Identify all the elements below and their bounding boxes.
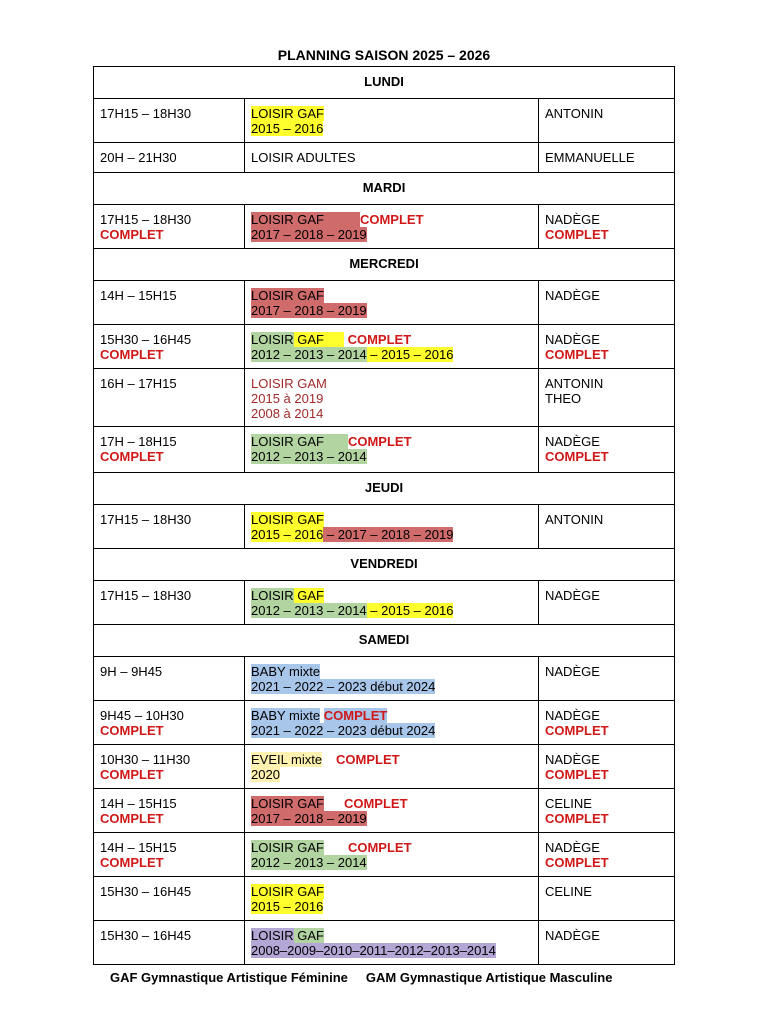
gam-legend: GAM Gymnastique Artistique Masculine	[365, 970, 613, 985]
time-cell	[94, 143, 245, 173]
years-text: 2015 à 2019	[251, 391, 324, 406]
time-cell	[94, 745, 245, 789]
table-row	[94, 789, 675, 833]
group-cell	[245, 921, 539, 965]
table-row	[94, 325, 675, 369]
coach-cell	[539, 505, 675, 549]
coach-cell	[539, 427, 675, 473]
years-text: 2015 – 2016	[251, 121, 324, 136]
table-row	[94, 921, 675, 965]
day-header-row	[94, 67, 675, 99]
coach-text: NADÈGE	[545, 840, 600, 855]
table-row	[94, 143, 675, 173]
time-text: 10H30 – 11H30	[100, 752, 191, 767]
day-header-mardi: MARDI	[94, 173, 675, 205]
coach-cell	[539, 325, 675, 369]
coach-text: NADÈGE	[545, 332, 600, 347]
time-cell	[94, 427, 245, 473]
years-text: – 2017 – 2018 – 2019	[323, 527, 454, 542]
coach-cell	[539, 581, 675, 625]
time-cell	[94, 581, 245, 625]
time-text: 9H45 – 10H30	[100, 708, 184, 723]
years-text: 2021 – 2022 – 2023 début 2024	[251, 723, 436, 738]
years-text: 2015 – 2016	[251, 527, 324, 542]
time-cell	[94, 789, 245, 833]
coach-text: THEO	[545, 391, 582, 406]
group-cell	[245, 701, 539, 745]
legend-footer	[110, 970, 612, 985]
time-cell	[94, 281, 245, 325]
complet-label: COMPLET	[347, 332, 412, 347]
coach-text: ANTONIN	[545, 376, 604, 391]
coach-cell	[539, 877, 675, 921]
complet-label: COMPLET	[545, 449, 609, 464]
day-header-row	[94, 473, 675, 505]
day-header-samedi: SAMEDI	[94, 625, 675, 657]
time-cell	[94, 877, 245, 921]
group-text: LOISIR GAF	[251, 106, 324, 121]
time-cell	[94, 921, 245, 965]
coach-text: NADÈGE	[545, 434, 600, 449]
group-text: LOISIR GAF	[251, 884, 324, 899]
day-header-row	[94, 249, 675, 281]
group-text: LOISIR GAF	[251, 434, 348, 449]
group-text: BABY mixte	[251, 708, 321, 723]
group-text: EVEIL mixte	[251, 752, 323, 767]
years-text: 2008–2009–2010–2011–2012–2013–2014	[251, 943, 496, 958]
group-cell	[245, 143, 539, 173]
years-text: 2020	[251, 767, 280, 782]
time-text: 16H – 17H15	[100, 376, 177, 391]
table-row	[94, 427, 675, 473]
table-row	[94, 657, 675, 701]
day-header-row	[94, 625, 675, 657]
group-cell	[245, 745, 539, 789]
time-text: 9H – 9H45	[100, 664, 163, 679]
years-text: 2008 à 2014	[251, 406, 324, 421]
years-text: 2015 – 2016	[251, 899, 324, 914]
time-text: 15H30 – 16H45	[100, 928, 192, 943]
time-text: 17H15 – 18H30	[100, 512, 192, 527]
group-cell	[245, 877, 539, 921]
complet-label: COMPLET	[100, 723, 164, 738]
group-text: LOISIR ADULTES	[251, 150, 356, 165]
coach-cell	[539, 657, 675, 701]
coach-cell	[539, 745, 675, 789]
group-text: GAF	[293, 928, 324, 943]
coach-cell	[539, 99, 675, 143]
time-text: 14H – 15H15	[100, 840, 177, 855]
coach-cell	[539, 143, 675, 173]
group-text: LOISIR GAF	[251, 840, 324, 855]
group-cell	[245, 789, 539, 833]
group-cell	[245, 325, 539, 369]
complet-label: COMPLET	[336, 752, 400, 767]
complet-label: COMPLET	[545, 227, 609, 242]
table-row	[94, 99, 675, 143]
time-cell	[94, 205, 245, 249]
complet-label: COMPLET	[100, 767, 164, 782]
time-text: 14H – 15H15	[100, 288, 177, 303]
complet-label: COMPLET	[100, 855, 164, 870]
group-cell	[245, 427, 539, 473]
coach-text: NADÈGE	[545, 664, 600, 679]
day-header-lundi: LUNDI	[94, 67, 675, 99]
group-text: LOISIR GAF	[251, 212, 360, 227]
years-text: – 2015 – 2016	[366, 347, 454, 362]
table-row	[94, 581, 675, 625]
coach-text: NADÈGE	[545, 752, 600, 767]
group-cell	[245, 505, 539, 549]
years-text: 2021 – 2022 – 2023 début 2024	[251, 679, 436, 694]
time-cell	[94, 833, 245, 877]
coach-text: NADÈGE	[545, 588, 600, 603]
coach-text: NADÈGE	[545, 928, 600, 943]
complet-label: COMPLET	[347, 840, 412, 855]
complet-label: COMPLET	[545, 767, 609, 782]
time-cell	[94, 657, 245, 701]
years-text: 2012 – 2013 – 2014	[251, 347, 367, 362]
time-text: 17H15 – 18H30	[100, 588, 192, 603]
years-text: 2017 – 2018 – 2019	[251, 303, 367, 318]
time-text: 17H – 18H15	[100, 434, 177, 449]
table-row	[94, 369, 675, 427]
group-text: LOISIR	[251, 928, 294, 943]
complet-label: COMPLET	[100, 227, 164, 242]
complet-label: COMPLET	[323, 708, 388, 723]
complet-label: COMPLET	[343, 796, 408, 811]
time-cell	[94, 701, 245, 745]
day-header-mercredi: MERCREDI	[94, 249, 675, 281]
table-row	[94, 505, 675, 549]
time-text: 20H – 21H30	[100, 150, 177, 165]
table-row	[94, 745, 675, 789]
day-header-row	[94, 173, 675, 205]
complet-label: COMPLET	[100, 449, 164, 464]
coach-cell	[539, 789, 675, 833]
years-text: 2012 – 2013 – 2014	[251, 449, 367, 464]
time-text: 15H30 – 16H45	[100, 884, 192, 899]
time-cell	[94, 99, 245, 143]
day-header-jeudi: JEUDI	[94, 473, 675, 505]
time-text: 17H15 – 18H30	[100, 212, 192, 227]
complet-label: COMPLET	[100, 347, 164, 362]
group-text: LOISIR GAF	[251, 796, 324, 811]
time-cell	[94, 505, 245, 549]
years-text: 2012 – 2013 – 2014	[251, 855, 367, 870]
schedule-table	[93, 66, 675, 965]
page-title: PLANNING SAISON 2025 – 2026	[277, 47, 491, 63]
group-text: GAF	[294, 332, 344, 347]
group-cell	[245, 281, 539, 325]
coach-text: NADÈGE	[545, 708, 600, 723]
coach-cell	[539, 369, 675, 427]
years-text: 2017 – 2018 – 2019	[251, 227, 367, 242]
coach-cell	[539, 205, 675, 249]
coach-cell	[539, 833, 675, 877]
group-cell	[245, 833, 539, 877]
table-row	[94, 833, 675, 877]
group-text: GAF	[293, 588, 324, 603]
group-cell	[245, 657, 539, 701]
table-row	[94, 701, 675, 745]
table-row	[94, 877, 675, 921]
group-cell	[245, 205, 539, 249]
group-text: LOISIR	[251, 332, 294, 347]
time-text: 17H15 – 18H30	[100, 106, 192, 121]
group-text: LOISIR GAF	[251, 512, 324, 527]
time-cell	[94, 369, 245, 427]
coach-text: CELINE	[545, 884, 592, 899]
time-text: 15H30 – 16H45	[100, 332, 192, 347]
group-cell	[245, 369, 539, 427]
table-row	[94, 205, 675, 249]
group-cell	[245, 99, 539, 143]
group-cell	[245, 581, 539, 625]
group-text: LOISIR GAM	[251, 376, 327, 391]
years-text: – 2015 – 2016	[366, 603, 454, 618]
table-row	[94, 281, 675, 325]
time-text: 14H – 15H15	[100, 796, 177, 811]
complet-label: COMPLET	[545, 723, 609, 738]
coach-text: ANTONIN	[545, 106, 604, 121]
gaf-legend: GAF Gymnastique Artistique Féminine	[110, 970, 348, 985]
years-text: 2012 – 2013 – 2014	[251, 603, 367, 618]
coach-cell	[539, 701, 675, 745]
coach-text: CELINE	[545, 796, 592, 811]
day-header-vendredi: VENDREDI	[94, 549, 675, 581]
group-text: LOISIR GAF	[251, 288, 324, 303]
complet-label: COMPLET	[347, 434, 412, 449]
coach-cell	[539, 921, 675, 965]
coach-text: ANTONIN	[545, 512, 604, 527]
group-text: LOISIR	[251, 588, 294, 603]
complet-label: COMPLET	[545, 855, 609, 870]
coach-text: NADÈGE	[545, 212, 600, 227]
coach-cell	[539, 281, 675, 325]
complet-label: COMPLET	[545, 347, 609, 362]
time-cell	[94, 325, 245, 369]
day-header-row	[94, 549, 675, 581]
complet-label: COMPLET	[359, 212, 424, 227]
complet-label: COMPLET	[545, 811, 609, 826]
coach-text: NADÈGE	[545, 288, 600, 303]
complet-label: COMPLET	[100, 811, 164, 826]
group-text: BABY mixte	[251, 664, 321, 679]
coach-text: EMMANUELLE	[545, 150, 635, 165]
years-text: 2017 – 2018 – 2019	[251, 811, 367, 826]
